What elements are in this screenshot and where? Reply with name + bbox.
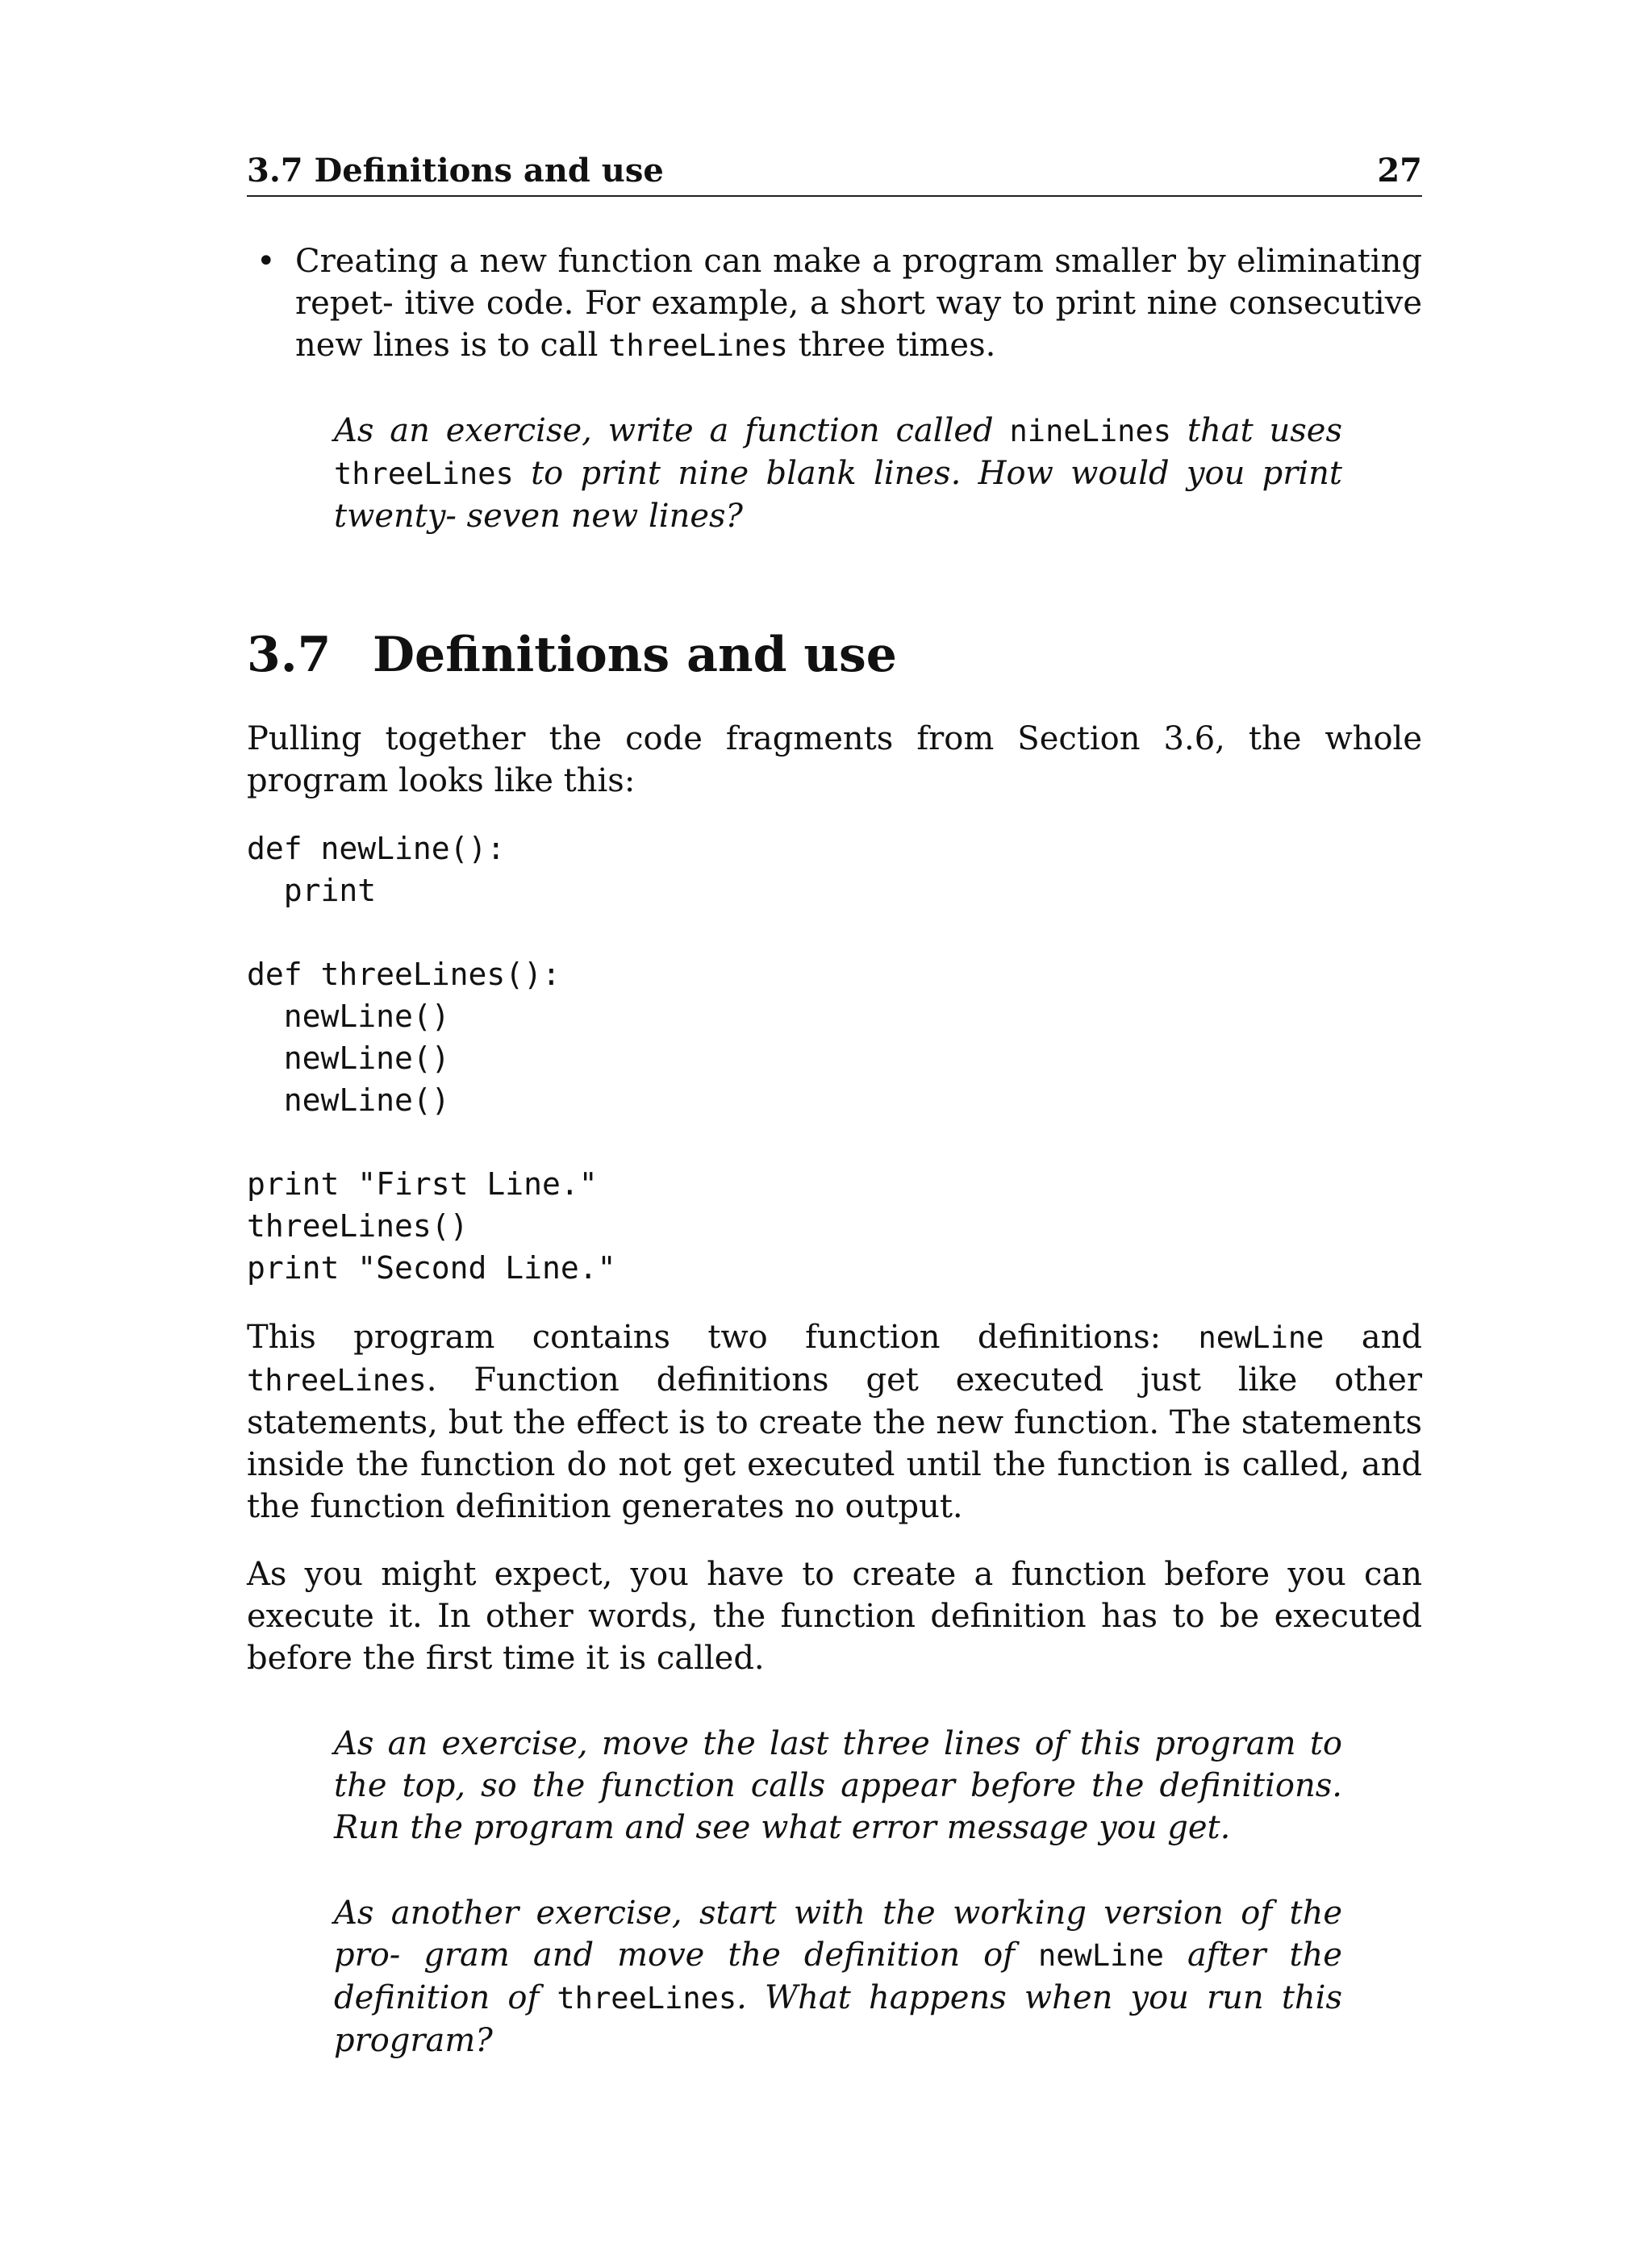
inline-code: threeLines [608,328,788,363]
inline-code: threeLines [334,457,514,491]
code-line [247,911,1422,953]
inline-code: nineLines [1009,414,1172,448]
section-number: 3.7 [247,627,332,683]
exercise-move-lines: As an exercise, move the last three lines of this program to the top, so the function calls appear before the definitions. Run the program and see what error message you get. [334,1725,1342,1846]
inline-code: threeLines [557,1981,737,2016]
bullet-icon: • [257,243,276,280]
code-block [247,828,1422,1289]
code-line: newLine() [247,1040,450,1076]
page-number: 27 [1377,152,1422,190]
running-head-title: 3.7 Definitions and use [247,152,664,190]
paragraph-text: . Function definitions get executed just like other statements, but the effect is to create the new function. The statements inside the function do not get executed until the function is called, and the function definition generates no output. [247,1361,1422,1525]
exercise-text: after the definition of [334,1937,1342,2016]
code-line: print [247,873,377,908]
inline-code: threeLines [247,1363,427,1398]
intro-paragraph: Pulling together the code fragments from Section 3.6, the whole program looks like this: [247,720,1422,799]
exercise-nine-lines [334,410,1342,537]
code-line: print "First Line." [247,1166,598,1202]
code-line: newLine() [247,1082,450,1118]
code-line: threeLines() [247,1208,469,1244]
bullet-text: Creating a new function can make a program smaller by eliminating repet- itive code. For example, a short way to print nine consecutive new lines is to call [295,243,1422,364]
section-heading [247,623,897,687]
paragraph-function-definitions [247,1316,1422,1528]
code-line [247,1121,1422,1163]
paragraph-text: This program contains two function definitions: [247,1319,1199,1356]
exercise-move-definition [334,1892,1342,2062]
running-head [247,150,1422,197]
exercise-text: that uses [1171,412,1342,449]
code-line: print "Second Line." [247,1250,616,1286]
exercise-text: . What happens when you run this program? [334,1979,1342,2059]
code-line: newLine() [247,999,450,1034]
exercise-text: to print nine blank lines. How would you print twenty- seven new lines? [334,455,1342,535]
bullet-item [257,240,1422,367]
code-line: def newLine(): [247,831,506,866]
inline-code: newLine [1198,1320,1325,1355]
exercise-text: As an exercise, write a function called [334,412,1010,449]
bullet-text: three times. [787,327,996,364]
code-line: def threeLines(): [247,957,561,992]
exercise-text: As another exercise, start with the working version of the pro- gram and move the definition of [334,1895,1342,1974]
section-title: Definitions and use [373,627,897,683]
paragraph-order: As you might expect, you have to create a function before you can execute it. In other words, the function definition has to be executed before the first time it is called. [247,1556,1422,1677]
paragraph-text: and [1324,1319,1422,1356]
inline-code: newLine [1038,1938,1164,1973]
